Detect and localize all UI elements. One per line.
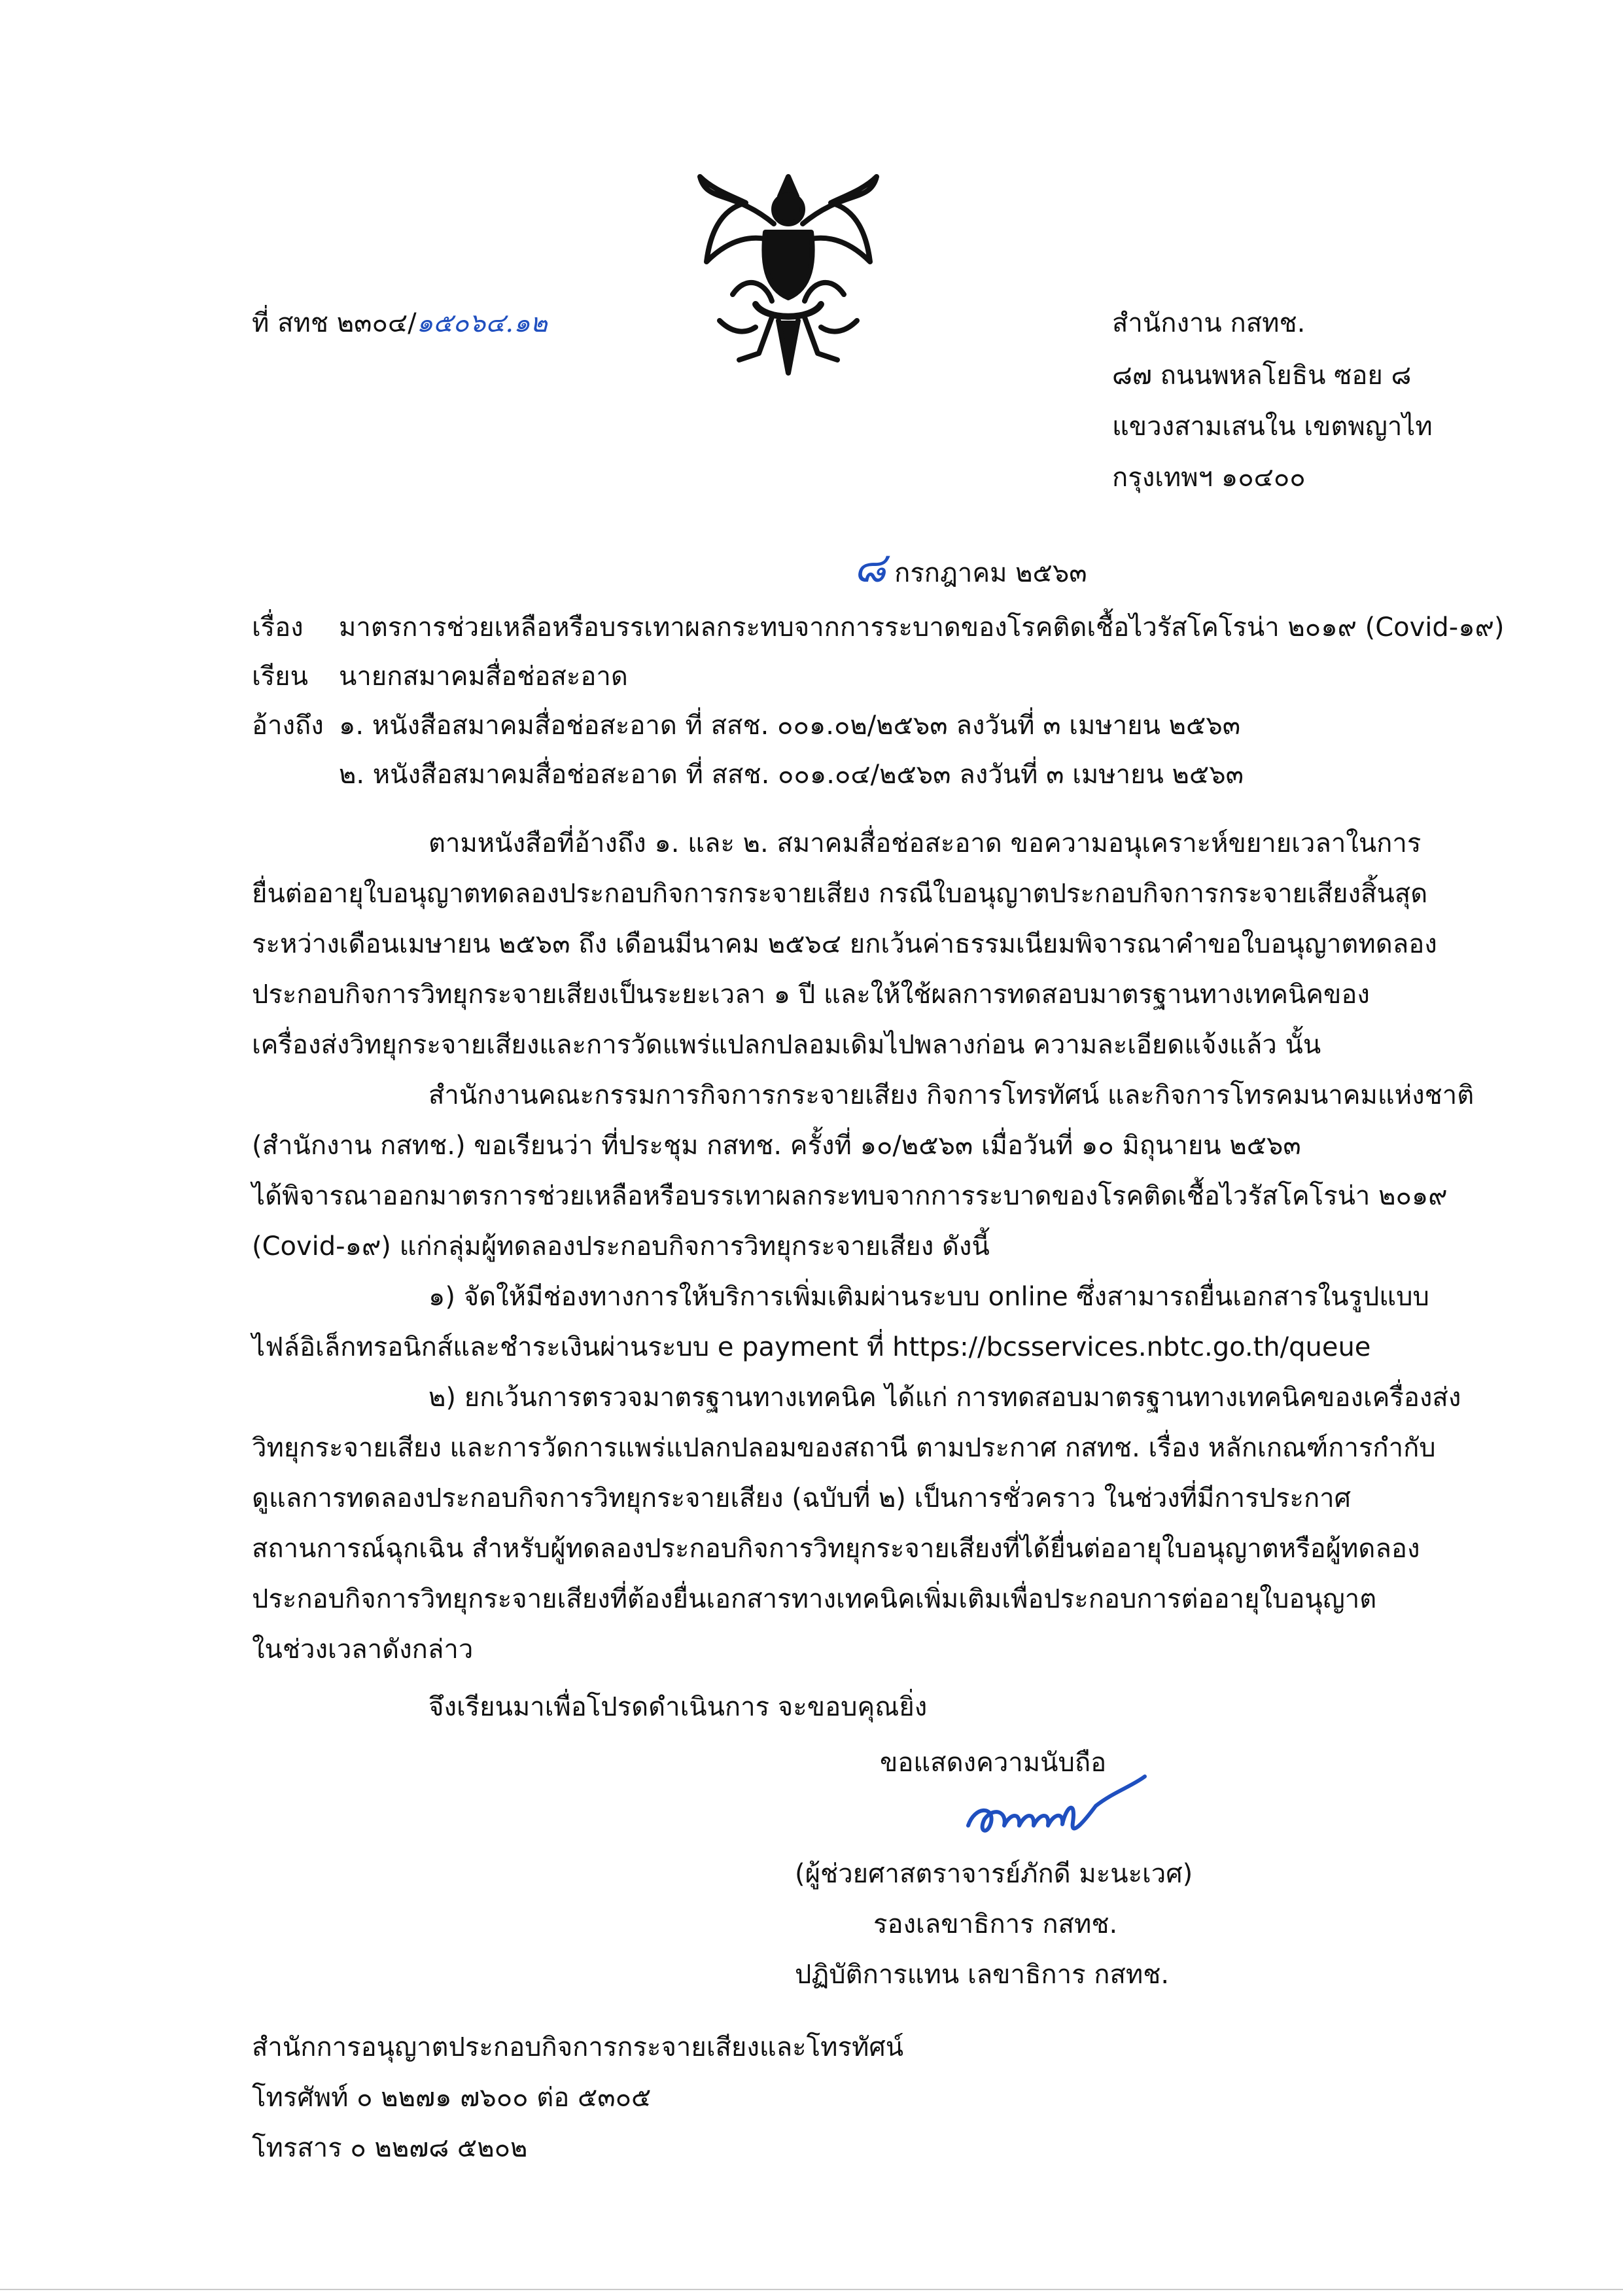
office-street: ๘๗ ถนนพหลโยธิน ซอย ๘ xyxy=(1112,361,1412,391)
p1-line-5: เครื่องส่งวิทยุกระจายเสียงและการวัดแพร่แปลกปลอมเดิมไปพลางก่อน ความละเอียดแจ้งแล้ว นั้น xyxy=(252,1030,1321,1060)
item2-line-3: ดูแลการทดลองประกอบกิจการวิทยุกระจายเสียง (ฉบับที่ ๒) เป็นการชั่วคราว ในช่วงที่มีการประกาศ xyxy=(252,1483,1352,1513)
item2-line-1: ๒) ยกเว้นการตรวจมาตรฐานทางเทคนิค ได้แก่ การทดสอบมาตรฐานทางเทคนิคของเครื่องส่ง xyxy=(428,1383,1461,1413)
item2-line-6: ในช่วงเวลาดังกล่าว xyxy=(252,1634,474,1665)
reference-1: ๑. หนังสือสมาคมสื่อช่อสะอาด ที่ สสช. ๐๐๑.๐๒/๒๕๖๓ ลงวันที่ ๓ เมษายน ๒๕๖๓ xyxy=(339,711,1241,741)
reference-2: ๒. หนังสือสมาคมสื่อช่อสะอาด ที่ สสช. ๐๐๑.๐๔/๒๕๖๓ ลงวันที่ ๓ เมษายน ๒๕๖๓ xyxy=(339,760,1244,790)
footer-phone: โทรศัพท์ ๐ ๒๒๗๑ ๗๖๐๐ ต่อ ๕๓๐๕ xyxy=(252,2083,652,2113)
scan-edge-line xyxy=(0,2289,1623,2290)
date-handwritten: ๘ xyxy=(854,544,886,592)
recipient: นายกสมาคมสื่อช่อสะอาด xyxy=(339,662,628,692)
p2-line-3: ได้พิจารณาออกมาตรการช่วยเหลือหรือบรรเทาผลกระทบจากการระบาดของโรคติดเชื้อไวรัสโคโรน่า ๒๐๑๙ xyxy=(252,1181,1448,1211)
ref-handwritten: ๑๕๐๖๔.๑๒ xyxy=(416,308,548,338)
p1-line-4: ประกอบกิจการวิทยุกระจายเสียงเป็นระยะเวลา ๑ ปี และให้ใช้ผลการทดสอบมาตรฐานทางเทคนิคของ xyxy=(252,980,1370,1010)
item2-line-4: สถานการณ์ฉุกเฉิน สำหรับผู้ทดลองประกอบกิจการวิทยุกระจายเสียงที่ได้ยื่นต่ออายุใบอนุญาตหรือผู้ทดลอง xyxy=(252,1534,1420,1564)
office-city: กรุงเทพฯ ๑๐๔๐๐ xyxy=(1112,463,1306,493)
ref-prefix: ที่ สทช ๒๓๐๔/ xyxy=(252,308,417,338)
subject: มาตรการช่วยเหลือหรือบรรเทาผลกระทบจากการระบาดของโรคติดเชื้อไวรัสโคโรน่า ๒๐๑๙ (Covid-๑๙) xyxy=(339,612,1505,643)
signatory-name: (ผู้ช่วยศาสตราจารย์ภักดี มะนะเวศ) xyxy=(795,1859,1193,1889)
p2-line-4: (Covid-๑๙) แก่กลุ่มผู้ทดลองประกอบกิจการวิทยุกระจายเสียง ดังนี้ xyxy=(252,1231,990,1262)
letter-date xyxy=(854,543,1087,593)
subject-label: เรื่อง xyxy=(252,612,304,643)
p2-line-2: (สำนักงาน กสทช.) ขอเรียนว่า ที่ประชุม กสทช. ครั้งที่ ๑๐/๒๕๖๓ เมื่อวันที่ ๑๐ มิถุนายน ๒๕๖๓ xyxy=(252,1131,1301,1161)
regards: ขอแสดงความนับถือ xyxy=(880,1748,1107,1778)
ref-number xyxy=(252,308,548,339)
item1-line-2: ไฟล์อิเล็กทรอนิกส์และชำระเงินผ่านระบบ e payment ที่ https://bcsservices.nbtc.go.th/queue xyxy=(252,1332,1371,1362)
footer-department: สำนักการอนุญาตประกอบกิจการกระจายเสียงและโทรทัศน์ xyxy=(252,2032,904,2062)
footer-fax: โทรสาร ๐ ๒๒๗๘ ๕๒๐๒ xyxy=(252,2133,528,2163)
signatory-title-1: รองเลขาธิการ กสทช. xyxy=(873,1909,1118,1939)
reference-label: อ้างถึง xyxy=(252,711,324,741)
closing-line: จึงเรียนมาเพื่อโปรดดำเนินการ จะขอบคุณยิ่ง xyxy=(428,1692,928,1722)
p2-line-1: สำนักงานคณะกรรมการกิจการกระจายเสียง กิจการโทรทัศน์ และกิจการโทรคมนาคมแห่งชาติ xyxy=(428,1080,1475,1110)
item2-line-5: ประกอบกิจการวิทยุกระจายเสียงที่ต้องยื่นเอกสารทางเทคนิคเพิ่มเติมเพื่อประกอบการต่ออายุใบอนุญาต xyxy=(252,1584,1377,1614)
office-district: แขวงสามเสนใน เขตพญาไท xyxy=(1112,412,1433,442)
garuda-emblem xyxy=(693,164,883,380)
signatory-title-2: ปฏิบัติการแทน เลขาธิการ กสทช. xyxy=(795,1960,1170,1990)
date-text: กรกฎาคม ๒๕๖๓ xyxy=(894,558,1087,588)
p1-line-1: ตามหนังสือที่อ้างถึง ๑. และ ๒. สมาคมสื่อช่อสะอาด ขอความอนุเคราะห์ขยายเวลาในการ xyxy=(428,828,1422,858)
to-label: เรียน xyxy=(252,662,308,692)
item2-line-2: วิทยุกระจายเสียง และการวัดการแพร่แปลกปลอมของสถานี ตามประกาศ กสทช. เรื่อง หลักเกณฑ์การกำกับ xyxy=(252,1433,1436,1463)
handwritten-signature xyxy=(955,1760,1151,1852)
p1-line-3: ระหว่างเดือนเมษายน ๒๕๖๓ ถึง เดือนมีนาคม ๒๕๖๔ ยกเว้นค่าธรรมเนียมพิจารณาคำขอใบอนุญาตทดลอง xyxy=(252,929,1437,959)
p1-line-2: ยื่นต่ออายุใบอนุญาตทดลองประกอบกิจการกระจายเสียง กรณีใบอนุญาตประกอบกิจการกระจายเสียงสิ้นสุด xyxy=(252,879,1428,909)
office-name: สำนักงาน กสทช. xyxy=(1112,308,1306,338)
item1-line-1: ๑) จัดให้มีช่องทางการให้บริการเพิ่มเติมผ่านระบบ online ซึ่งสามารถยื่นเอกสารในรูปแบบ xyxy=(428,1282,1429,1312)
